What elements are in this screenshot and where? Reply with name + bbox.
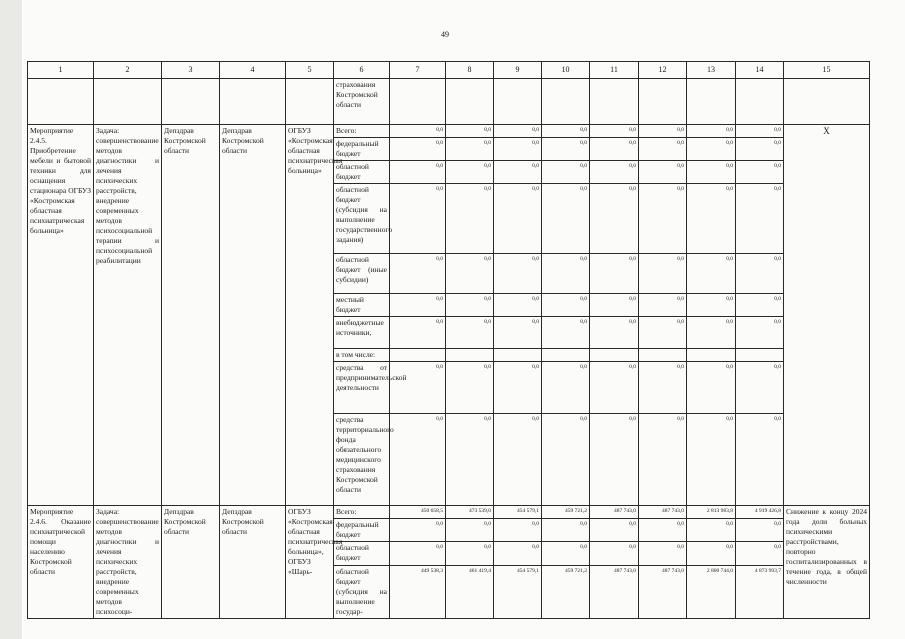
result-cell: Снижение к концу 2024 года доли больных психическими расстройствами, повторно госпитализированных в течение года, в общей численности [784, 506, 870, 619]
column-number-1: 1 [28, 62, 94, 79]
value-cell: 0,0 [590, 519, 639, 542]
value-cell: 487 743,0 [639, 506, 687, 519]
value-cell: 0,0 [390, 138, 446, 161]
value-cell: 0,0 [639, 184, 687, 254]
coordinator-cell: Депздрав Костромской области [162, 506, 220, 619]
value-cell: 454 579,1 [494, 506, 542, 519]
value-cell: 0,0 [639, 317, 687, 349]
value-cell: 0,0 [390, 161, 446, 184]
source-cell: Всего: [334, 125, 390, 138]
value-cell: 0,0 [590, 362, 639, 414]
column-number-11: 11 [590, 62, 639, 79]
value-cell: 459 721,2 [542, 506, 590, 519]
column-number-5: 5 [286, 62, 334, 79]
value-cell: 0,0 [639, 414, 687, 506]
value-cell: 0,0 [446, 161, 494, 184]
value-cell: 0,0 [736, 317, 784, 349]
source-cell: областной бюджет (иные субсидии) [334, 254, 390, 294]
value-cell: 0,0 [687, 294, 736, 317]
value-cell: 0,0 [446, 254, 494, 294]
column-number-8: 8 [446, 62, 494, 79]
value-cell: 4 919 426,8 [736, 506, 784, 519]
column-number-row [28, 62, 870, 79]
value-cell: 0,0 [494, 317, 542, 349]
column-number-15: 15 [784, 62, 870, 79]
value-cell: 0,0 [446, 519, 494, 542]
value-cell: 0,0 [687, 317, 736, 349]
value-cell: 0,0 [639, 294, 687, 317]
value-cell: 459 721,2 [542, 565, 590, 618]
value-cell: 487 743,0 [590, 506, 639, 519]
task-cell: Задача: совершенствование методов диагностики и лечения психических расстройств, внедрение современных методов психосоциальной терапии и психосоциальной реабилитации [94, 125, 162, 506]
value-cell: 0,0 [542, 317, 590, 349]
value-cell: 0,0 [687, 138, 736, 161]
source-cell: средства территориального фонда обязательного медицинского страхования Костромской области [334, 414, 390, 506]
value-cell: 0,0 [687, 362, 736, 414]
value-cell: 0,0 [590, 184, 639, 254]
source-cell: областной бюджет [334, 161, 390, 184]
source-cell: Всего: [334, 506, 390, 519]
source-cell: областной бюджет (субсидия на выполнение государ- [334, 565, 390, 618]
column-number-12: 12 [639, 62, 687, 79]
value-cell: 0,0 [639, 161, 687, 184]
value-cell: 0,0 [639, 138, 687, 161]
value-cell: 487 743,0 [590, 565, 639, 618]
table-row [28, 79, 870, 125]
value-cell: 487 743,0 [639, 565, 687, 618]
activity-cell: Мероприятие 2.4.5. Приобретение мебели и бытовой техники для оснащения стационара ОГБУЗ «Костромская областная психиатрическая больница» [28, 125, 94, 506]
value-cell: 0,0 [687, 519, 736, 542]
value-cell: 0,0 [494, 294, 542, 317]
value-cell [590, 349, 639, 362]
source-cell: в том числе: [334, 349, 390, 362]
column-number-3: 3 [162, 62, 220, 79]
source-cell: областной бюджет (субсидия на выполнение государственного задания) [334, 184, 390, 254]
value-cell: 0,0 [446, 138, 494, 161]
value-cell: 0,0 [390, 362, 446, 414]
value-cell: 0,0 [390, 294, 446, 317]
value-cell: 0,0 [390, 414, 446, 506]
value-cell: 0,0 [494, 542, 542, 565]
value-cell: 0,0 [542, 161, 590, 184]
value-cell [736, 349, 784, 362]
value-cell: 0,0 [494, 414, 542, 506]
column-number-13: 13 [687, 62, 736, 79]
column-number-4: 4 [220, 62, 286, 79]
activity-cell: Мероприятие 2.4.6. Оказание психиатрической помощи населению Костромской области [28, 506, 94, 619]
value-cell [390, 349, 446, 362]
responsible-cell: Депздрав Костромской области [220, 506, 286, 619]
value-cell [494, 349, 542, 362]
value-cell: 0,0 [542, 542, 590, 565]
value-cell: 0,0 [542, 294, 590, 317]
source-cell: страхования Костромской области [334, 79, 390, 125]
table-row [28, 125, 870, 138]
column-number-9: 9 [494, 62, 542, 79]
value-cell: 2 813 983,8 [687, 506, 736, 519]
source-cell: областной бюджет [334, 542, 390, 565]
value-cell: 0,0 [494, 161, 542, 184]
value-cell: 0,0 [590, 317, 639, 349]
coordinator-cell: Депздрав Костромской области [162, 125, 220, 506]
value-cell: 0,0 [542, 125, 590, 138]
value-cell: 0,0 [446, 362, 494, 414]
value-cell: 0,0 [590, 542, 639, 565]
value-cell: 0,0 [687, 254, 736, 294]
value-cell: 0,0 [736, 414, 784, 506]
value-cell: 0,0 [542, 362, 590, 414]
value-cell [639, 349, 687, 362]
value-cell: 0,0 [494, 184, 542, 254]
value-cell: 0,0 [390, 542, 446, 565]
value-cell: 0,0 [590, 125, 639, 138]
table-row [28, 506, 870, 519]
value-cell: 0,0 [736, 254, 784, 294]
column-number-7: 7 [390, 62, 446, 79]
page-edge-shadow [0, 0, 22, 639]
source-cell: средства от предпринимательской деятельности [334, 362, 390, 414]
value-cell: 0,0 [736, 542, 784, 565]
value-cell: 0,0 [590, 414, 639, 506]
value-cell [687, 349, 736, 362]
value-cell: 0,0 [736, 184, 784, 254]
value-cell: 0,0 [687, 161, 736, 184]
value-cell: 0,0 [494, 125, 542, 138]
value-cell: 0,0 [687, 542, 736, 565]
value-cell: 0,0 [542, 414, 590, 506]
value-cell: 0,0 [494, 254, 542, 294]
budget-table [27, 61, 870, 619]
value-cell: 454 579,1 [494, 565, 542, 618]
value-cell: 0,0 [590, 254, 639, 294]
value-cell: 0,0 [590, 161, 639, 184]
column-number-2: 2 [94, 62, 162, 79]
value-cell: 0,0 [494, 362, 542, 414]
value-cell: 0,0 [736, 161, 784, 184]
value-cell: 473 539,0 [446, 506, 494, 519]
value-cell [446, 349, 494, 362]
page-number: 49 [441, 30, 449, 39]
value-cell: 2 800 744,0 [687, 565, 736, 618]
responsible-cell: Депздрав Костромской области [220, 125, 286, 506]
source-cell: федеральный бюджет [334, 138, 390, 161]
value-cell: 4 873 993,7 [736, 565, 784, 618]
value-cell [542, 349, 590, 362]
value-cell: 0,0 [687, 414, 736, 506]
value-cell: 0,0 [542, 184, 590, 254]
column-number-14: 14 [736, 62, 784, 79]
value-cell: 0,0 [542, 254, 590, 294]
value-cell: 0,0 [590, 138, 639, 161]
value-cell: 0,0 [736, 519, 784, 542]
table-body [28, 62, 870, 619]
value-cell: 461 419,4 [446, 565, 494, 618]
value-cell: 0,0 [446, 294, 494, 317]
value-cell: 0,0 [390, 184, 446, 254]
value-cell: 450 658,5 [390, 506, 446, 519]
value-cell: 0,0 [390, 125, 446, 138]
value-cell: 0,0 [446, 125, 494, 138]
source-cell: внебюджетные источники, [334, 317, 390, 349]
value-cell: 0,0 [736, 125, 784, 138]
source-cell: федеральный бюджет [334, 519, 390, 542]
value-cell: 0,0 [736, 362, 784, 414]
value-cell: 0,0 [390, 317, 446, 349]
value-cell: 0,0 [494, 519, 542, 542]
value-cell: 449 538,3 [390, 565, 446, 618]
executor-cell: ОГБУЗ «Костромская областная психиатрическая больница» [286, 125, 334, 506]
value-cell: 0,0 [590, 294, 639, 317]
value-cell: 0,0 [639, 125, 687, 138]
task-cell: Задача: совершенствование методов диагностики и лечения психических расстройств, внедрение современных методов психосоци- [94, 506, 162, 619]
value-cell: 0,0 [687, 125, 736, 138]
column-number-6: 6 [334, 62, 390, 79]
value-cell: 0,0 [736, 294, 784, 317]
value-cell: 0,0 [542, 138, 590, 161]
value-cell: 0,0 [446, 184, 494, 254]
value-cell: 0,0 [639, 254, 687, 294]
value-cell: 0,0 [687, 184, 736, 254]
value-cell: 0,0 [446, 414, 494, 506]
value-cell: 0,0 [390, 254, 446, 294]
value-cell: 0,0 [639, 519, 687, 542]
value-cell: 0,0 [494, 138, 542, 161]
value-cell: 0,0 [542, 519, 590, 542]
value-cell: 0,0 [446, 317, 494, 349]
value-cell: 0,0 [390, 519, 446, 542]
value-cell: 0,0 [736, 138, 784, 161]
source-cell: местный бюджет [334, 294, 390, 317]
value-cell: 0,0 [639, 542, 687, 565]
column-number-10: 10 [542, 62, 590, 79]
result-cell: X [784, 125, 870, 506]
executor-cell: ОГБУЗ «Костромская областная психиатрическая больница», ОГБУЗ «Шарь- [286, 506, 334, 619]
value-cell: 0,0 [446, 542, 494, 565]
value-cell: 0,0 [639, 362, 687, 414]
